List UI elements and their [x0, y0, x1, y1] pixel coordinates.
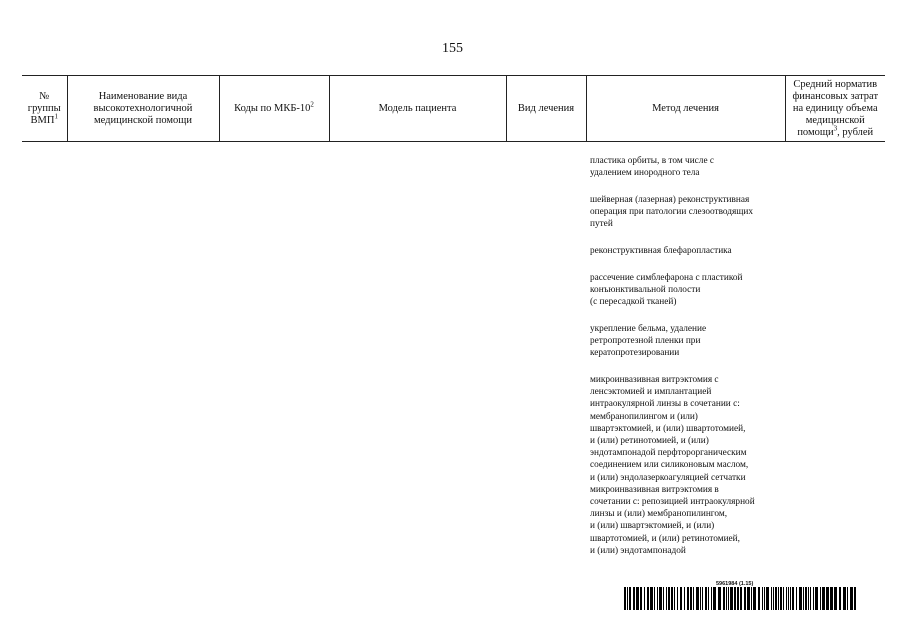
barcode-icon: [624, 587, 856, 610]
treatment-methods: [590, 155, 790, 557]
services-table-header: [22, 75, 885, 142]
method-item: реконструктивная блефаропластика: [590, 246, 732, 257]
barcode-number: 5961984 (1.15): [716, 581, 754, 587]
col-treatment-type: [506, 76, 586, 142]
col-icd-codes: [219, 76, 329, 142]
col-cost-standard: [785, 76, 885, 142]
method-item: укрепление бельма, удаление ретропротезной пленки при кератопротезировании: [590, 323, 707, 359]
header-label: Метод лечения: [652, 102, 719, 114]
footnote-marker: 2: [310, 100, 314, 108]
footnote-marker: 1: [54, 112, 58, 120]
header-label: Модель пациента: [378, 102, 457, 114]
method-item: микроинвазивная витрэктомия с ленсэктомией и имплантацией интраокулярной линзы в сочетании с: мембранопилингом и (или) швартэктомией, и (или) швартотомией, и (или) ретинотомией, и (или) эндотампонадой перфторорганическим соединением или силиконовым маслом, и (или) эндолазеркоагуляцией сетчатки микроинвазивная витрэктомия в сочетании с: репозицией интраокулярной линзы и (или) мембранопилингом, и (или) швартэктомией, и (или) швартотомией, и (или) ретинотомией, и (или) эндотампонадой: [590, 374, 755, 556]
method-item: рассечение симблефарона с пластикой конъюнктивальной полости (с пересадкой тканей): [590, 272, 743, 308]
header-row: [22, 76, 885, 142]
col-service-name: [67, 76, 219, 142]
col-patient-model: [329, 76, 506, 142]
method-item: пластика орбиты, в том числе с удалением инородного тела: [590, 156, 715, 179]
header-label: Наименование вида высокотехнологичной медицинской помощи: [93, 90, 193, 126]
footnote-marker: 3: [833, 124, 838, 132]
header-label: Коды по МКБ-10: [234, 102, 311, 114]
header-label: Вид лечения: [517, 102, 575, 114]
header-label: Средний норматив финансовых затрат на единицу объема медицинской помощи: [792, 78, 879, 138]
method-item: шейверная (лазерная) реконструктивная операция при патологии слезоотводящих путей: [590, 194, 754, 230]
header-label: № группы ВМП: [27, 90, 61, 126]
col-group-number: [22, 76, 67, 142]
page-number: 155: [442, 41, 463, 56]
col-treatment-method: [586, 76, 785, 142]
header-suffix: , рублей: [837, 126, 874, 138]
